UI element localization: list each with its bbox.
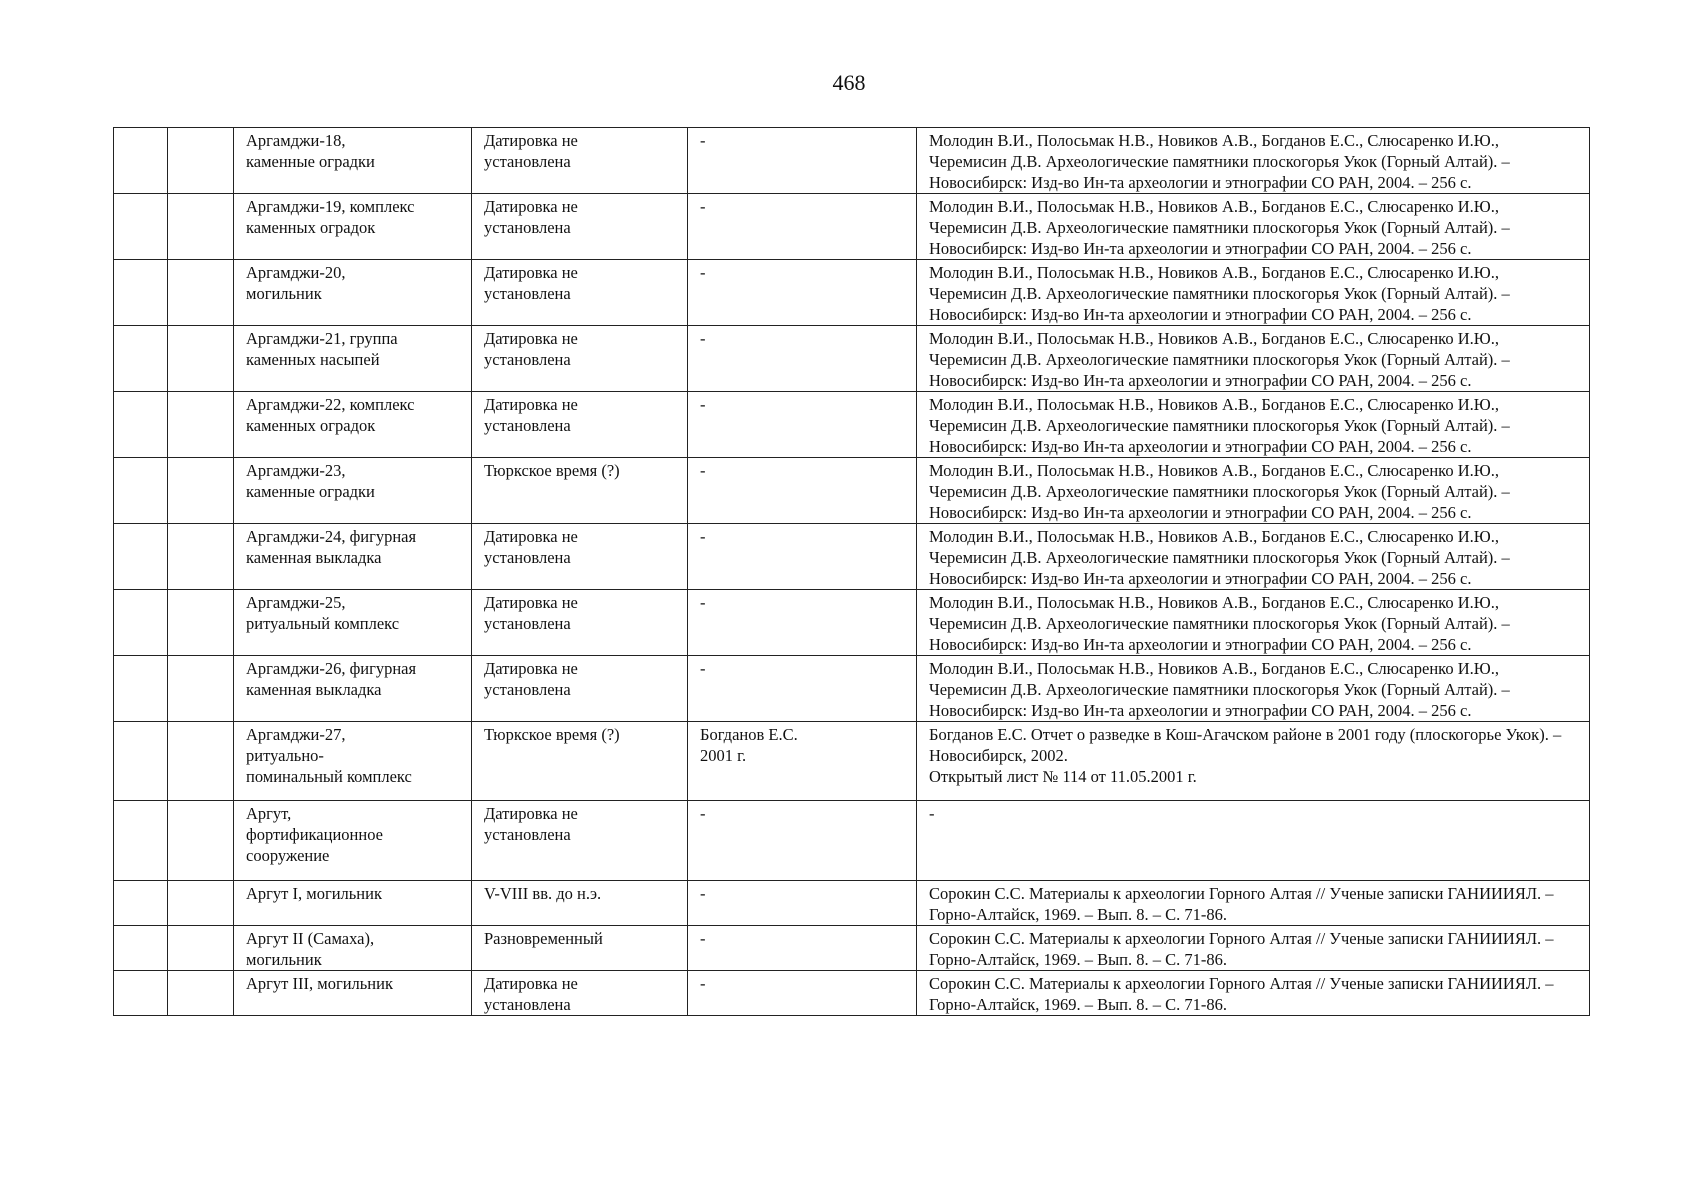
table-row <box>114 590 1590 656</box>
monument-name-cell-text: Аргамджи-19, комплекс каменных оградок <box>246 197 415 237</box>
monument-name-cell <box>234 801 472 881</box>
monument-name-cell <box>234 194 472 260</box>
district-cell <box>168 260 234 326</box>
researcher-cell-text: - <box>700 974 706 993</box>
district-cell <box>168 722 234 801</box>
number-cell <box>114 194 168 260</box>
page-number: 468 <box>832 70 866 95</box>
monument-name-cell-text: Аргамджи-18, каменные оградки <box>246 131 375 171</box>
number-cell <box>114 458 168 524</box>
dating-cell <box>472 524 688 590</box>
monument-name-cell <box>234 392 472 458</box>
source-cell-text: Сорокин С.С. Материалы к археологии Горного Алтая // Ученые записки ГАНИИИЯЛ. – Горно-Алтайск, 1969. – Вып. 8. – С. 71-86. <box>929 974 1554 1014</box>
researcher-cell-text: Богданов Е.С. 2001 г. <box>700 725 798 765</box>
researcher-cell <box>688 128 917 194</box>
researcher-cell-text: - <box>700 527 706 546</box>
monument-name-cell <box>234 590 472 656</box>
dating-cell <box>472 971 688 1016</box>
source-cell <box>917 801 1590 881</box>
dating-cell-text: Датировка не установлена <box>484 395 578 435</box>
source-cell <box>917 128 1590 194</box>
monument-name-cell <box>234 926 472 971</box>
district-cell <box>168 128 234 194</box>
monument-name-cell <box>234 971 472 1016</box>
monument-name-cell-text: Аргамджи-22, комплекс каменных оградок <box>246 395 415 435</box>
monument-name-cell-text: Аргамджи-21, группа каменных насыпей <box>246 329 398 369</box>
dating-cell <box>472 392 688 458</box>
researcher-cell-text: - <box>700 884 706 903</box>
monument-name-cell-text: Аргамджи-26, фигурная каменная выкладка <box>246 659 417 699</box>
researcher-cell-text: - <box>700 659 706 678</box>
researcher-cell-text: - <box>700 329 706 348</box>
monument-name-cell <box>234 128 472 194</box>
dating-cell <box>472 722 688 801</box>
dating-cell <box>472 801 688 881</box>
researcher-cell <box>688 656 917 722</box>
researcher-cell-text: - <box>700 461 706 480</box>
dating-cell-text: Датировка не установлена <box>484 263 578 303</box>
table-row <box>114 260 1590 326</box>
researcher-cell <box>688 881 917 926</box>
monument-name-cell <box>234 722 472 801</box>
district-cell <box>168 801 234 881</box>
number-cell <box>114 881 168 926</box>
dating-cell-text: Датировка не установлена <box>484 131 578 171</box>
dating-cell <box>472 260 688 326</box>
monument-name-cell-text: Аргамджи-24, фигурная каменная выкладка <box>246 527 417 567</box>
district-cell <box>168 926 234 971</box>
source-cell <box>917 590 1590 656</box>
monument-name-cell-text: Аргамджи-27, ритуально- поминальный комплекс <box>246 725 412 786</box>
researcher-cell-text: - <box>700 593 706 612</box>
dating-cell-text: Датировка не установлена <box>484 197 578 237</box>
researcher-cell <box>688 194 917 260</box>
monument-name-cell-text: Аргут, фортификационное сооружение <box>246 804 383 865</box>
dating-cell-text: Тюркское время (?) <box>484 461 620 480</box>
dating-cell <box>472 326 688 392</box>
researcher-cell <box>688 260 917 326</box>
number-cell <box>114 722 168 801</box>
table-row <box>114 392 1590 458</box>
district-cell <box>168 524 234 590</box>
researcher-cell-text: - <box>700 263 706 282</box>
number-cell <box>114 590 168 656</box>
monuments-table <box>113 127 1590 1016</box>
researcher-cell <box>688 801 917 881</box>
researcher-cell-text: - <box>700 131 706 150</box>
source-cell-text: Молодин В.И., Полосьмак Н.В., Новиков А.В., Богданов Е.С., Слюсаренко И.Ю., Черемисин Д.В. Археологические памятники плоскогорья Укок (Горный Алтай). – Новосибирск: Изд-во Ин-та археологии и этнографии СО РАН, 2004. – 256 с. <box>929 659 1510 720</box>
source-cell <box>917 971 1590 1016</box>
dating-cell-text: Разновременный <box>484 929 603 948</box>
monument-name-cell <box>234 881 472 926</box>
researcher-cell-text: - <box>700 804 706 823</box>
monument-name-cell <box>234 260 472 326</box>
number-cell <box>114 260 168 326</box>
source-cell-text: Молодин В.И., Полосьмак Н.В., Новиков А.В., Богданов Е.С., Слюсаренко И.Ю., Черемисин Д.В. Археологические памятники плоскогорья Укок (Горный Алтай). – Новосибирск: Изд-во Ин-та археологии и этнографии СО РАН, 2004. – 256 с. <box>929 329 1510 390</box>
source-cell <box>917 926 1590 971</box>
monument-name-cell <box>234 656 472 722</box>
number-cell <box>114 392 168 458</box>
dating-cell-text: Датировка не установлена <box>484 974 578 1014</box>
source-cell <box>917 722 1590 801</box>
dating-cell-text: Датировка не установлена <box>484 527 578 567</box>
monument-name-cell-text: Аргамджи-20, могильник <box>246 263 346 303</box>
number-cell <box>114 524 168 590</box>
source-cell-text: Молодин В.И., Полосьмак Н.В., Новиков А.В., Богданов Е.С., Слюсаренко И.Ю., Черемисин Д.В. Археологические памятники плоскогорья Укок (Горный Алтай). – Новосибирск: Изд-во Ин-та археологии и этнографии СО РАН, 2004. – 256 с. <box>929 395 1510 456</box>
dating-cell <box>472 656 688 722</box>
number-cell <box>114 656 168 722</box>
researcher-cell <box>688 590 917 656</box>
district-cell <box>168 590 234 656</box>
monument-name-cell-text: Аргут III, могильник <box>246 974 393 993</box>
researcher-cell <box>688 971 917 1016</box>
table-row <box>114 524 1590 590</box>
source-cell <box>917 524 1590 590</box>
dating-cell-text: Датировка не установлена <box>484 593 578 633</box>
source-cell-text: Молодин В.И., Полосьмак Н.В., Новиков А.В., Богданов Е.С., Слюсаренко И.Ю., Черемисин Д.В. Археологические памятники плоскогорья Укок (Горный Алтай). – Новосибирск: Изд-во Ин-та археологии и этнографии СО РАН, 2004. – 256 с. <box>929 527 1510 588</box>
table-row <box>114 326 1590 392</box>
district-cell <box>168 881 234 926</box>
table-row <box>114 128 1590 194</box>
researcher-cell <box>688 458 917 524</box>
source-cell <box>917 458 1590 524</box>
monument-name-cell-text: Аргамджи-23, каменные оградки <box>246 461 375 501</box>
dating-cell <box>472 881 688 926</box>
dating-cell <box>472 590 688 656</box>
table-row <box>114 194 1590 260</box>
dating-cell-text: Датировка не установлена <box>484 659 578 699</box>
table-body <box>114 128 1590 1016</box>
number-cell <box>114 971 168 1016</box>
table-row <box>114 722 1590 801</box>
researcher-cell <box>688 524 917 590</box>
researcher-cell-text: - <box>700 197 706 216</box>
district-cell <box>168 326 234 392</box>
monument-name-cell <box>234 458 472 524</box>
number-cell <box>114 128 168 194</box>
researcher-cell <box>688 326 917 392</box>
table-row <box>114 458 1590 524</box>
table-row <box>114 656 1590 722</box>
source-cell <box>917 392 1590 458</box>
dating-cell-text: Датировка не установлена <box>484 804 578 844</box>
source-cell <box>917 194 1590 260</box>
number-cell <box>114 926 168 971</box>
district-cell <box>168 392 234 458</box>
source-cell-text: Молодин В.И., Полосьмак Н.В., Новиков А.В., Богданов Е.С., Слюсаренко И.Ю., Черемисин Д.В. Археологические памятники плоскогорья Укок (Горный Алтай). – Новосибирск: Изд-во Ин-та археологии и этнографии СО РАН, 2004. – 256 с. <box>929 461 1510 522</box>
source-cell-text: Молодин В.И., Полосьмак Н.В., Новиков А.В., Богданов Е.С., Слюсаренко И.Ю., Черемисин Д.В. Археологические памятники плоскогорья Укок (Горный Алтай). – Новосибирск: Изд-во Ин-та археологии и этнографии СО РАН, 2004. – 256 с. <box>929 263 1510 324</box>
source-cell <box>917 656 1590 722</box>
district-cell <box>168 656 234 722</box>
table-row <box>114 801 1590 881</box>
monument-name-cell <box>234 326 472 392</box>
researcher-cell-text: - <box>700 929 706 948</box>
source-cell-text: Молодин В.И., Полосьмак Н.В., Новиков А.В., Богданов Е.С., Слюсаренко И.Ю., Черемисин Д.В. Археологические памятники плоскогорья Укок (Горный Алтай). – Новосибирск: Изд-во Ин-та археологии и этнографии СО РАН, 2004. – 256 с. <box>929 593 1510 654</box>
source-cell <box>917 260 1590 326</box>
researcher-cell <box>688 926 917 971</box>
district-cell <box>168 971 234 1016</box>
monument-name-cell <box>234 524 472 590</box>
source-cell-text: - <box>929 804 935 823</box>
monument-name-cell-text: Аргамджи-25, ритуальный комплекс <box>246 593 400 633</box>
district-cell <box>168 458 234 524</box>
researcher-cell <box>688 722 917 801</box>
dating-cell-text: V-VIII вв. до н.э. <box>484 884 602 903</box>
number-cell <box>114 326 168 392</box>
researcher-cell-text: - <box>700 395 706 414</box>
researcher-cell <box>688 392 917 458</box>
source-cell-text: Молодин В.И., Полосьмак Н.В., Новиков А.В., Богданов Е.С., Слюсаренко И.Ю., Черемисин Д.В. Археологические памятники плоскогорья Укок (Горный Алтай). – Новосибирск: Изд-во Ин-та археологии и этнографии СО РАН, 2004. – 256 с. <box>929 131 1510 192</box>
number-cell <box>114 801 168 881</box>
dating-cell-text: Тюркское время (?) <box>484 725 620 744</box>
source-cell <box>917 326 1590 392</box>
table-row <box>114 881 1590 926</box>
monument-name-cell-text: Аргут II (Самаха), могильник <box>246 929 375 969</box>
dating-cell <box>472 128 688 194</box>
table-row <box>114 971 1590 1016</box>
dating-cell-text: Датировка не установлена <box>484 329 578 369</box>
district-cell <box>168 194 234 260</box>
source-cell <box>917 881 1590 926</box>
table-row <box>114 926 1590 971</box>
source-cell-text: Богданов Е.С. Отчет о разведке в Кош-Агачском районе в 2001 году (плоскогорье Укок). – Новосибирск, 2002. Открытый лист № 114 от 11.05.2001 г. <box>929 725 1562 786</box>
dating-cell <box>472 458 688 524</box>
dating-cell <box>472 926 688 971</box>
source-cell-text: Сорокин С.С. Материалы к археологии Горного Алтая // Ученые записки ГАНИИИЯЛ. – Горно-Алтайск, 1969. – Вып. 8. – С. 71-86. <box>929 884 1554 924</box>
source-cell-text: Сорокин С.С. Материалы к археологии Горного Алтая // Ученые записки ГАНИИИЯЛ. – Горно-Алтайск, 1969. – Вып. 8. – С. 71-86. <box>929 929 1554 969</box>
dating-cell <box>472 194 688 260</box>
monument-name-cell-text: Аргут I, могильник <box>246 884 382 903</box>
source-cell-text: Молодин В.И., Полосьмак Н.В., Новиков А.В., Богданов Е.С., Слюсаренко И.Ю., Черемисин Д.В. Археологические памятники плоскогорья Укок (Горный Алтай). – Новосибирск: Изд-во Ин-та археологии и этнографии СО РАН, 2004. – 256 с. <box>929 197 1510 258</box>
